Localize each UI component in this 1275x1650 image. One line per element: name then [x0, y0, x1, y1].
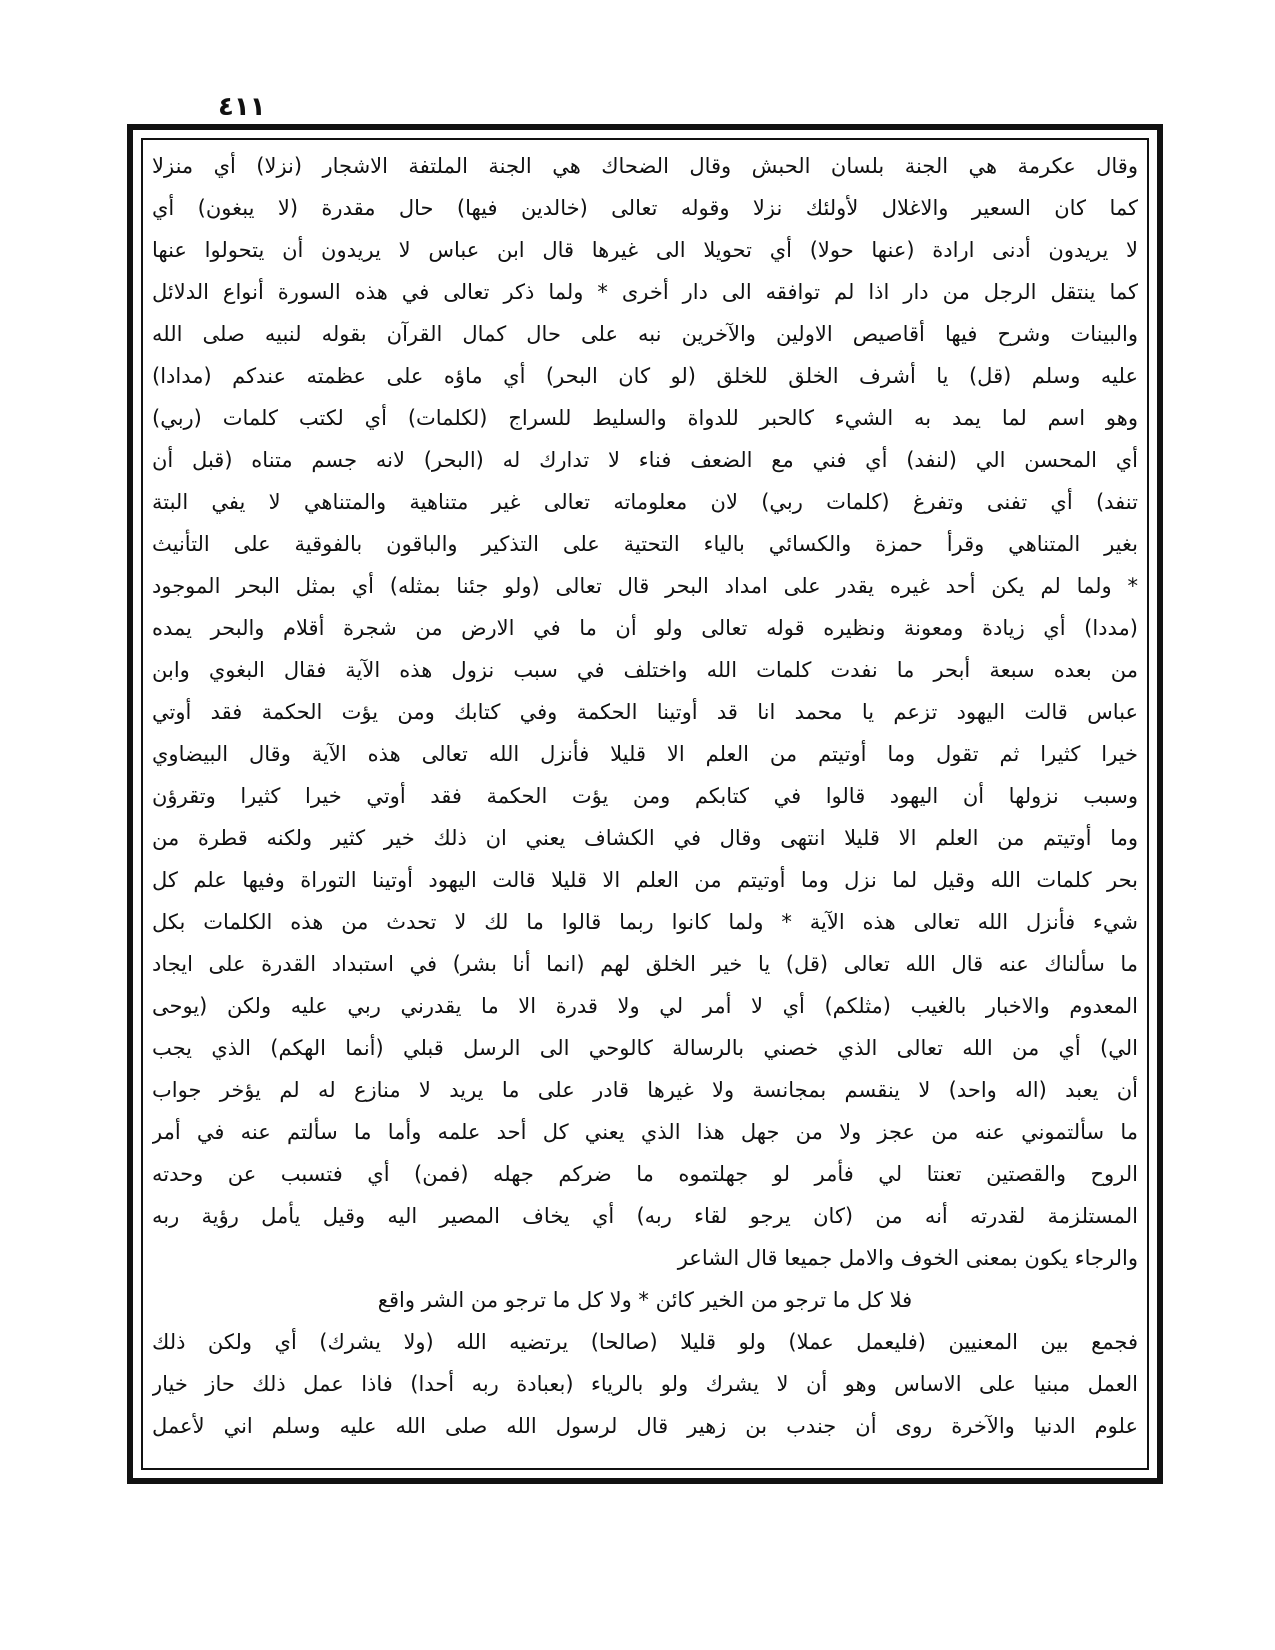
text-line: والبينات وشرح فيها أقاصيص الاولين والآخرين نبه على حال كمال القرآن بقوله لنبيه صلى الله — [152, 322, 1138, 346]
text-line: خيرا كثيرا ثم تقول وما أوتيتم من العلم الا قليلا فأنزل الله تعالى هذه الآية وقال البيضاوي — [152, 742, 1138, 766]
text-line: كما كان السعير والاغلال لأولئك نزلا وقوله تعالى (خالدين فيها) حال مقدرة (لا يبغون) أي — [152, 196, 1138, 220]
text-line: أن يعبد (اله واحد) لا ينقسم بمجانسة ولا غيرها قادر على ما يريد لا منازع له لم يؤخر جواب — [152, 1078, 1138, 1102]
text-line: وهو اسم لما يمد به الشيء كالحبر للدواة والسليط للسراج (لكلمات) أي لكتب كلمات (ربي) — [152, 406, 1138, 430]
text-line: وقال عكرمة هي الجنة بلسان الحبش وقال الضحاك هي الجنة الملتفة الاشجار (نزلا) أي منزلا — [152, 154, 1138, 178]
text-line: علوم الدنيا والآخرة روى أن جندب بن زهير قال لرسول الله صلى الله عليه وسلم اني لأعمل — [152, 1414, 1138, 1438]
text-line: والرجاء يكون بمعنى الخوف والامل جميعا قال الشاعر — [677, 1246, 1138, 1270]
text-line: وسبب نزولها أن اليهود قالوا في كتابكم ومن يؤت الحكمة فقد أوتي خيرا كثيرا وتقرؤن — [152, 784, 1138, 808]
text-line: لا يريدون أدنى ارادة (عنها حولا) أي تحويلا الى غيرها قال ابن عباس لا يريدون أن يتحولوا عنها — [152, 238, 1138, 262]
text-line: أي المحسن الي (لنفد) أي فني مع الضعف فناء لا تدارك له (البحر) لانه جسم متناه (قبل أن — [152, 448, 1138, 472]
text-line: فجمع بين المعنيين (فليعمل عملا) ولو قليلا (صالحا) يرتضيه الله (ولا يشرك) أي ولكن ذلك — [152, 1330, 1138, 1354]
text-line: بحر كلمات الله وقيل لما نزل وما أوتيتم من العلم الا قليلا قالت اليهود أوتينا التوراة وفيها علم كل — [152, 868, 1138, 892]
poetry-verse: فلا كل ما ترجو من الخير كائن * ولا كل ما ترجو من الشر واقع — [377, 1288, 913, 1312]
text-line: المستلزمة لقدرته أنه من (كان يرجو لقاء ربه) أي يخاف المصير اليه وقيل يأمل رؤية ربه — [152, 1204, 1138, 1228]
text-line: العمل مبنيا على الاساس وهو أن لا يشرك ولو بالرياء (بعبادة ربه أحدا) فاذا عمل ذلك حاز خيار — [152, 1372, 1138, 1396]
text-line: كما ينتقل الرجل من دار اذا لم توافقه الى دار أخرى * ولما ذكر تعالى في هذه السورة أنواع الدلائل — [152, 280, 1138, 304]
text-line: عليه وسلم (قل) يا أشرف الخلق للخلق (لو كان البحر) أي ماؤه على عظمته عندكم (مدادا) — [152, 364, 1138, 388]
text-line: وما أوتيتم من العلم الا قليلا انتهى وقال في الكشاف يعني ان ذلك خير كثير ولكنه قطرة من — [152, 826, 1138, 850]
text-line: المعدوم والاخبار بالغيب (مثلكم) أي لا أمر لي ولا قدرة الا ما يقدرني ربي عليه ولكن (يوحى — [152, 994, 1138, 1018]
text-line: من بعده سبعة أبحر ما نفدت كلمات الله واختلف في سبب نزول هذه الآية فقال البغوي وابن — [152, 658, 1138, 682]
text-line: الي) أي من الله تعالى الذي خصني بالرسالة كالوحي الى الرسل قبلي (أنما الهكم) الذي يجب — [152, 1036, 1138, 1060]
text-line: تنفد) أي تفنى وتفرغ (كلمات ربي) لان معلوماته تعالى غير متناهية والمتناهي لا يفي البتة — [152, 490, 1138, 514]
text-line: ما سألناك عنه قال الله تعالى (قل) يا خير الخلق لهم (انما أنا بشر) في استبداد القدرة على ايجاد — [152, 952, 1138, 976]
text-line: ما سألتموني عنه من عجز ولا من جهل هذا الذي يعني كل أحد علمه وأما ما سألتم عنه في أمر — [152, 1120, 1138, 1144]
text-line: الروح والقصتين تعنتا لي فأمر لو جهلتموه ما ضركم جهله (فمن) أي فتسبب عن وحدته — [152, 1162, 1138, 1186]
text-line: (مددا) أي زيادة ومعونة ونظيره قوله تعالى ولو أن ما في الارض من شجرة أقلام والبحر يمده — [152, 616, 1138, 640]
text-line: * ولما لم يكن أحد غيره يقدر على امداد البحر قال تعالى (ولو جئنا بمثله) أي بمثل البحر الموجود — [152, 574, 1138, 598]
page-number: ٤١١ — [218, 92, 266, 122]
text-line: شيء فأنزل الله تعالى هذه الآية * ولما كانوا ربما قالوا ما لك لا تحدث من هذه الكلمات بكل — [152, 910, 1138, 934]
text-line: بغير المتناهي وقرأ حمزة والكسائي بالياء التحتية على التذكير والباقون بالفوقية على التأنيث — [152, 532, 1138, 556]
text-line: عباس قالت اليهود تزعم يا محمد انا قد أوتينا الحكمة وفي كتابك ومن يؤت الحكمة فقد أوتي — [152, 700, 1138, 724]
text-body — [152, 146, 1138, 1464]
